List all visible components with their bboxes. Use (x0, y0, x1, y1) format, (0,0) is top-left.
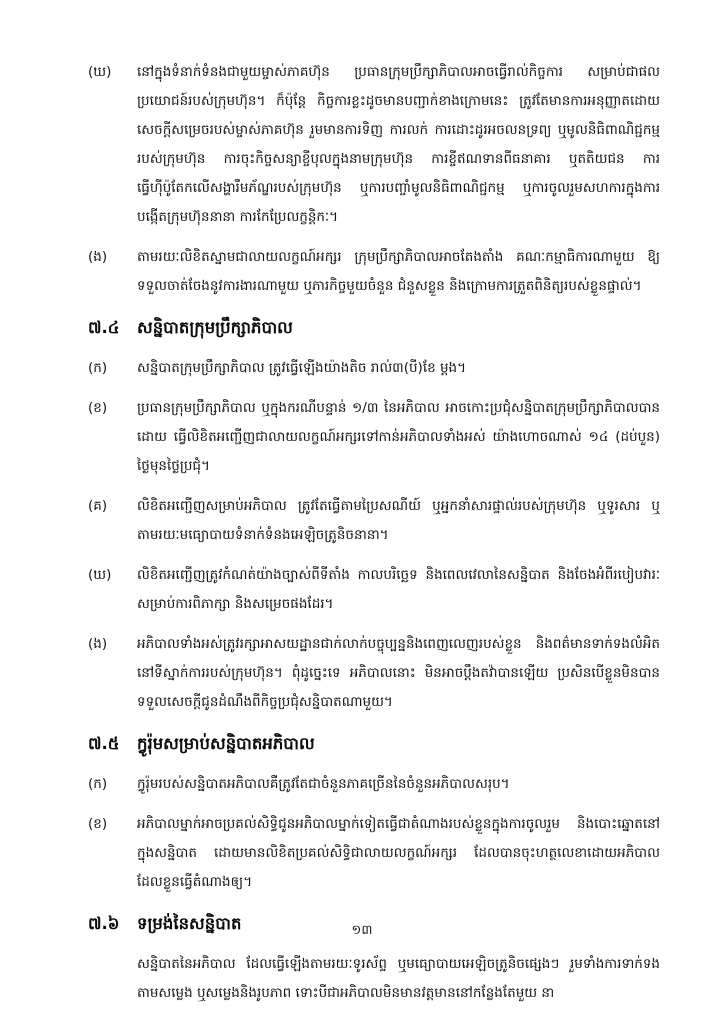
section-number: ៧.៦ (88, 914, 120, 933)
item-label: (ឃ) (88, 567, 112, 583)
list-item (88, 492, 660, 550)
item-label: (ក) (88, 360, 108, 376)
list-item (88, 810, 660, 897)
document-content (88, 58, 660, 1019)
item-text: នៅក្នុងទំនាក់ទំនងជាមួយម្ចាស់ភាគហ៊ុន ប្រធានក្រុមប្រឹក្សាភិបាលអាចធ្វើរាល់កិច្ចការ សម្រាប់ជាផលប្រយោជន៍របស់ក្រុមហ៊ុន។ ក៏ប៉ុន្តែ កិច្ចការខ្លះដូចមានបញ្ជាក់ខាងក្រោមនេះ ត្រូវតែមានការអនុញ្ញាតដោយសេចក្តីសម្រេចរបស់ម្ចាស់ភាគហ៊ុន រួមមានការទិញ ការលក់ ការដោះដូរអចលនទ្រព្យ ឬមូលនិធិពាណិជ្ជកម្មរបស់ក្រុមហ៊ុន ការចុះកិច្ចសន្យាខ្ចីបុលក្នុងនាមក្រុមហ៊ុន ការខ្ចីឥណទានពីធនាគារ ឬតតិយជន ការធ្វើហ៊ីប៉ូតែកលើសង្ហារឹមភ័ណ្ឌរបស់ក្រុមហ៊ុន ឬការបញ្ចាំមូលនិធិពាណិជ្ជកម្ម ឬការចូលរួមសហការក្នុងការបង្កើតក្រុមហ៊ុននានា ការកែប្រែលក្ខន្តិកៈ។ (137, 64, 660, 225)
item-label: (ក) (88, 776, 108, 792)
list-item (88, 354, 660, 383)
section-title: សន្និបាតក្រុមប្រឹក្សាភិបាល (137, 318, 293, 337)
section-heading-7-4 (88, 312, 660, 344)
item-label: (ឃ) (88, 64, 112, 80)
section-number: ៧.៤ (88, 318, 120, 337)
list-item (88, 394, 660, 481)
item-text: លិខិតអញ្ជើញសម្រាប់អភិបាល ត្រូវតែធ្វើតាមប្រៃសណីយ៍ ឬអ្នកនាំសារផ្ទាល់របស់ក្រុមហ៊ុន ឬទូរសារ ឬតាមរយៈមធ្យោបាយទំនាក់ទំនងអេឡិចត្រូនិចនានា។ (137, 498, 660, 543)
section-title: ក្វូរ៉ុមសម្រាប់សន្និបាតអភិបាល (137, 734, 315, 753)
item-text: តាមរយៈលិខិតស្នាមជាលាយលក្ខណ៍អក្សរ ក្រុមប្រឹក្សាភិបាលអាចតែងតាំង គណៈកម្មាធិការណាមួយ ឱ្យទទួលចាត់ចែងនូវការងារណាមួយ ឬភារកិច្ចមួយចំនួន ជំនួសខ្លួន និងក្រោមការត្រួតពិនិត្យរបស់ខ្លួនផ្ទាល់។ (137, 249, 660, 294)
item-label: (ង) (88, 249, 108, 265)
item-label: (ខ) (88, 400, 108, 416)
item-label: (គ) (88, 498, 108, 514)
item-text: សន្និបាតក្រុមប្រឹក្សាភិបាល ត្រូវធ្វើឡើងយ៉ាងតិច រាល់៣(បី)ខែ ម្តង។ (137, 360, 467, 376)
item-text: អភិបាលទាំងអស់ត្រូវរក្សាអាសយដ្ឋានជាក់លាក់បច្ចុប្បន្ននិងពេញលេញរបស់ខ្លួន និងពត៌មានទាក់ទងលំអិតនៅទីស្នាក់ការរបស់ក្រុមហ៊ុន។ ពុំដូច្នេះទេ អភិបាលនោះ មិនអាចប្តឹងតវ៉ាបានឡើយ ប្រសិនបើខ្លួនមិនបានទទួលសេចក្តីជូនដំណឹងពីកិច្ចប្រជុំសន្និបាតណាមួយ។ (137, 636, 660, 710)
list-item (88, 561, 660, 619)
item-text: ក្វូរ៉ុមរបស់សន្និបាតអភិបាលគឺត្រូវតែជាចំនួនភាគច្រើននៃចំនួនអភិបាលសរុប។ (137, 776, 510, 792)
list-item (88, 58, 660, 232)
item-text: ប្រធានក្រុមប្រឹក្សាភិបាល ឬក្នុងករណីបន្ទាន់ ១/៣ នៃអភិបាល អាចកោះប្រជុំសន្និបាតក្រុមប្រឹក្សាភិបាលបានដោយ ធ្វើលិខិតអញ្ជើញជាលាយលក្ខណ៍អក្សរទៅកាន់អភិបាលទាំងអស់ យ៉ាងហោចណាស់ ១៤ (ដប់បួន) ថ្ងៃមុនថ្ងៃប្រជុំ។ (137, 400, 660, 474)
item-label: (ខ) (88, 816, 108, 832)
paragraph: សន្និបាតនៃអភិបាល ដែលធ្វើឡើងតាមរយៈទូរស័ព្ទ ឬមធ្យោបាយអេឡិចត្រូនិចផ្សេងៗ រួមទាំងការទាក់ទងតាមសម្លេង ឬសម្លេងនិងរូបភាព ទោះបីជាអភិបាលមិនមានវត្តមាននៅកន្លែងតែមួយ នា (137, 956, 660, 1001)
item-text: លិខិតអញ្ជើញត្រូវកំណត់យ៉ាងច្បាស់ពីទីតាំង កាលបរិច្ឆេទ និងពេលវេលានៃសន្និបាត និងចែងអំពីរបៀបវារៈសម្រាប់ការពិភាក្សា និងសម្រេចផងដែរ។ (137, 567, 660, 612)
item-text: អភិបាលម្នាក់អាចប្រគល់សិទ្ធិជូនអភិបាលម្នាក់ទៀតធ្វើជាតំណាងរបស់ខ្លួនក្នុងការចូលរួម និងបោះឆ្នោតនៅក្នុងសន្និបាត ដោយមានលិខិតប្រគល់សិទ្ធិជាលាយលក្ខណ៍អក្សរ ដែលបានចុះហត្ថលេខាដោយអភិបាលដែលខ្លួនធ្វើតំណាងឲ្យ។ (137, 816, 660, 890)
list-item (88, 770, 660, 799)
list-item (88, 243, 660, 301)
page-number: ១៣ (351, 923, 373, 938)
item-label: (ង) (88, 636, 108, 652)
list-item (88, 630, 660, 717)
section-title: ទម្រង់នៃសន្និបាត (137, 914, 242, 933)
section-number: ៧.៥ (88, 734, 120, 753)
section-heading-7-5 (88, 728, 660, 760)
